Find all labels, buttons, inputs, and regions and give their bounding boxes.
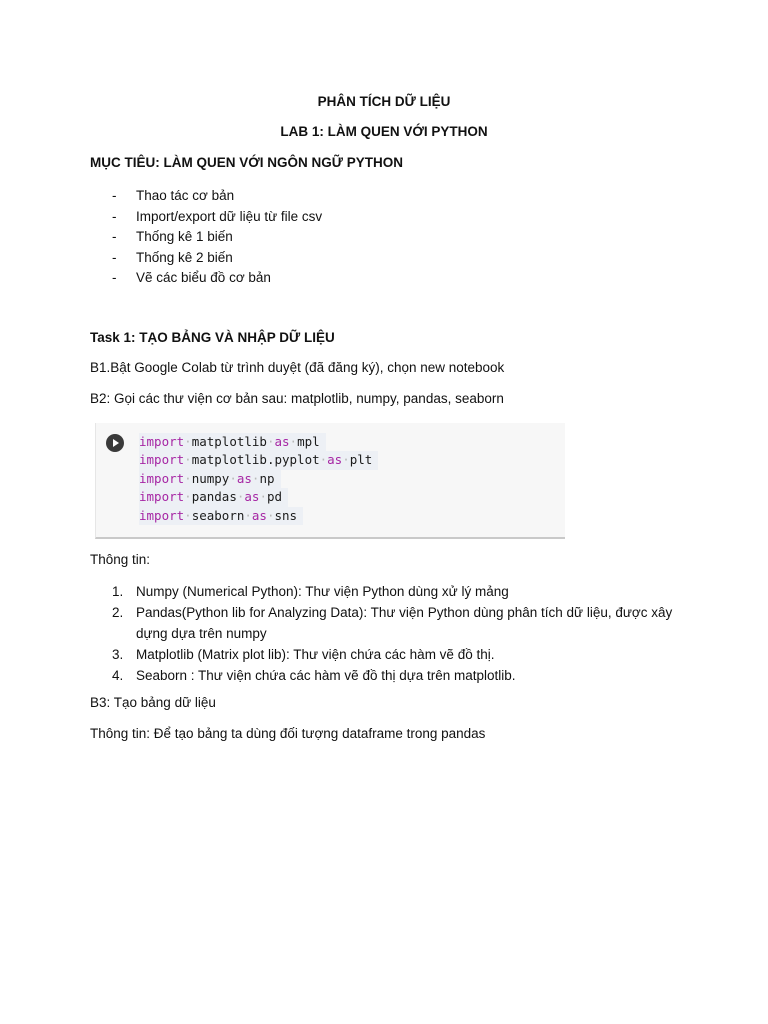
list-item — [112, 644, 692, 665]
list-item-text: Thao tác cơ bản — [136, 188, 235, 203]
list-item-text: Seaborn : Thư viện chứa các hàm vẽ đồ thị dựa trên matplotlib. — [136, 668, 516, 683]
objective-heading: MỤC TIÊU: LÀM QUEN VỚI NGÔN NGỮ PYTHON — [90, 155, 403, 170]
code-editor[interactable] — [139, 433, 378, 525]
list-item-text: Thống kê 2 biến — [136, 249, 233, 265]
info-list — [112, 581, 692, 686]
code-line: import·pandas·as·pd — [139, 488, 288, 506]
bullet-dash: - — [112, 270, 117, 285]
list-item-text: Thống kê 1 biến — [136, 229, 233, 244]
play-icon — [106, 434, 124, 452]
list-item — [112, 665, 692, 686]
list-item — [112, 581, 692, 602]
bullet-dash: - — [112, 249, 117, 265]
code-cell[interactable] — [95, 423, 565, 539]
step-3-text: B3: Tạo bảng dữ liệu — [90, 695, 216, 710]
bullet-dash: - — [112, 208, 117, 224]
list-number: 3. — [112, 647, 124, 662]
list-item — [112, 602, 692, 644]
task-heading: Task 1: TẠO BẢNG VÀ NHẬP DỮ LIỆU — [90, 330, 335, 345]
bullet-dash: - — [112, 188, 117, 203]
step-1-text: B1.Bật Google Colab từ trình duyệt (đã đăng ký), chọn new notebook — [90, 360, 505, 375]
info-label: Thông tin: — [90, 552, 151, 567]
list-item-text: Pandas(Python lib for Analyzing Data): Thư viện Python dùng phân tích dữ liệu, được xây dựng dựa trên numpy — [136, 605, 673, 641]
code-line: import·matplotlib·as·mpl — [139, 433, 326, 451]
code-line: import·seaborn·as·sns — [139, 507, 303, 525]
list-number: 2. — [112, 605, 124, 620]
run-cell-button[interactable] — [106, 434, 124, 452]
document-title: PHÂN TÍCH DỮ LIỆU — [317, 94, 451, 109]
bullet-dash: - — [112, 229, 117, 244]
list-number: 1. — [112, 584, 124, 599]
code-line: import·numpy·as·np — [139, 470, 281, 488]
list-item-text: Import/export dữ liệu từ file csv — [136, 208, 323, 224]
list-item-text: Numpy (Numerical Python): Thư viện Python dùng xử lý mảng — [136, 584, 509, 599]
step-2-text: B2: Gọi các thư viện cơ bản sau: matplotlib, numpy, pandas, seaborn — [90, 391, 504, 406]
list-item-text: Vẽ các biểu đồ cơ bản — [136, 270, 271, 285]
list-number: 4. — [112, 668, 124, 683]
code-line: import·matplotlib.pyplot·as·plt — [139, 451, 378, 469]
lab-title: LAB 1: LÀM QUEN VỚI PYTHON — [280, 124, 488, 139]
dataframe-info-text: Thông tin: Để tạo bảng ta dùng đối tượng dataframe trong pandas — [90, 726, 486, 741]
list-item-text: Matplotlib (Matrix plot lib): Thư viện chứa các hàm vẽ đồ thị. — [136, 647, 495, 662]
